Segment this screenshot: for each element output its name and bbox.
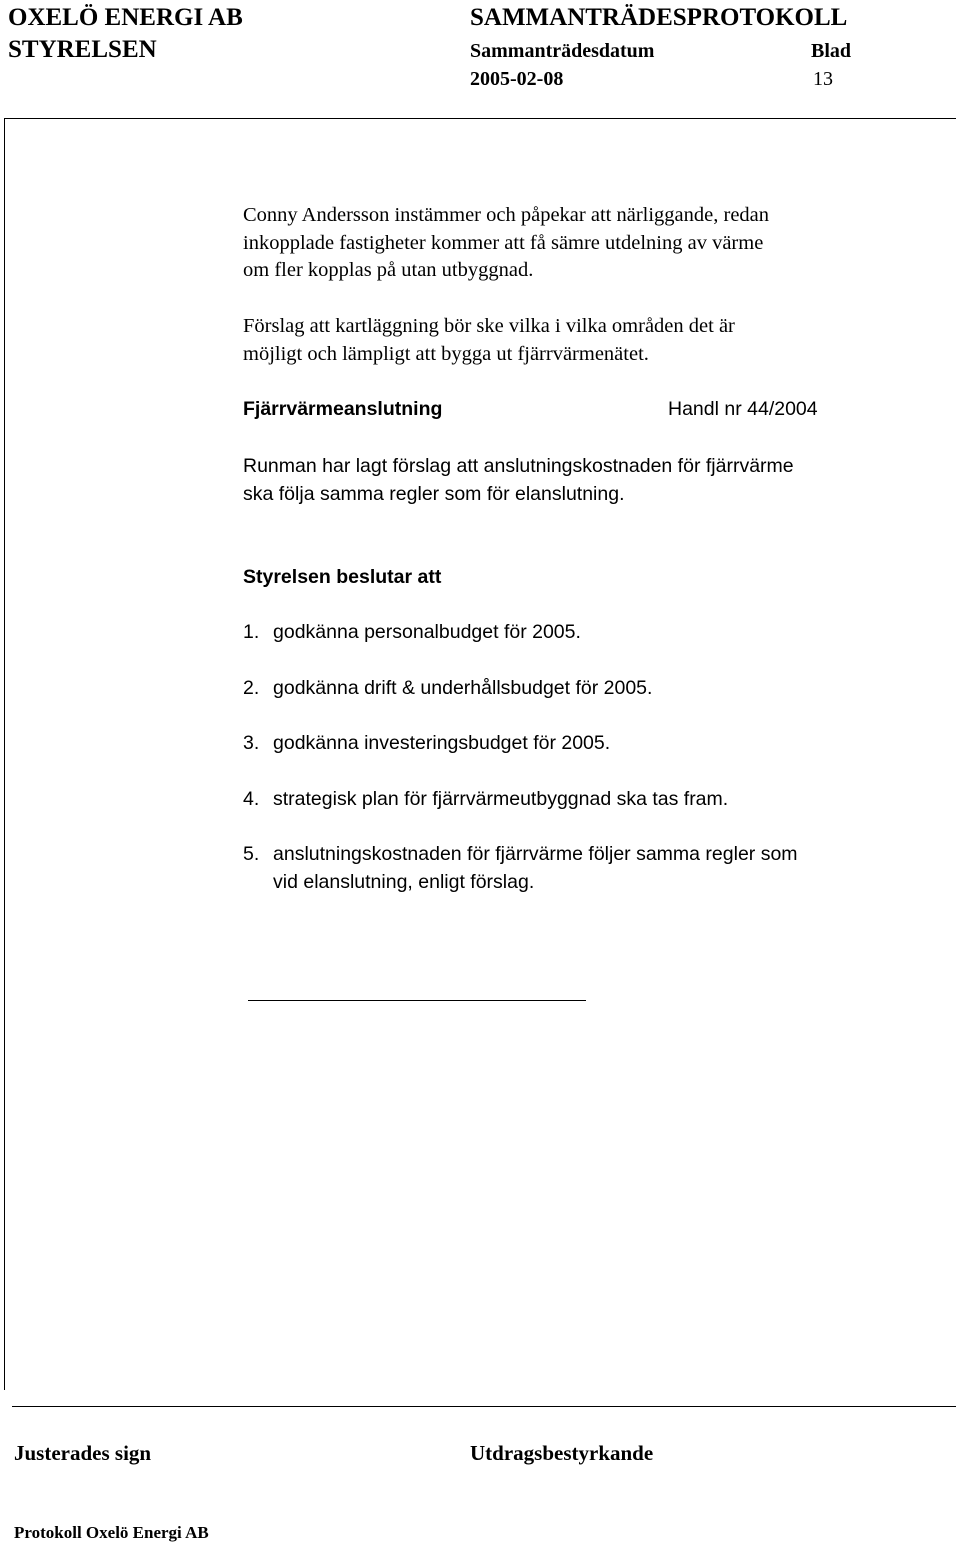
- decision-number: 3.: [243, 732, 260, 754]
- decision-text: godkänna drift & underhållsbudget för 2005.: [273, 677, 653, 699]
- closing-rule: [248, 1000, 586, 1001]
- paragraph-2-line: möjligt och lämpligt att bygga ut fjärrvärmenätet.: [243, 342, 649, 365]
- paragraph-2: [243, 313, 735, 368]
- board-name: STYRELSEN: [8, 36, 157, 63]
- decision-text: vid elanslutning, enligt förslag.: [273, 871, 535, 893]
- decision-number: 1.: [243, 621, 260, 643]
- paragraph-1: [243, 202, 769, 285]
- decision-item: [243, 675, 883, 703]
- footer-protocol-name: Protokoll Oxelö Energi AB: [14, 1523, 209, 1542]
- decision-item: [243, 730, 883, 758]
- page-number: 13: [813, 68, 833, 90]
- header-rule: [4, 118, 956, 119]
- section-title: Fjärrvärmeanslutning: [243, 398, 443, 420]
- paragraph-1-line: Conny Andersson instämmer och påpekar att närliggande, redan: [243, 204, 770, 226]
- meeting-date-label: Sammanträdesdatum: [470, 40, 655, 62]
- decision-item: [243, 786, 883, 814]
- decision-number: 4.: [243, 788, 260, 810]
- company-name: OXELÖ ENERGI AB: [8, 4, 243, 31]
- decision-item: [243, 619, 883, 647]
- paragraph-2-line: Förslag att kartläggning bör ske vilka i vilka områden det är: [243, 315, 735, 337]
- paragraph-3: [243, 453, 794, 508]
- adjusted-signature-label: Justerades sign: [14, 1441, 152, 1465]
- paragraph-3-line: Runman har lagt förslag att anslutningskostnaden för fjärrvärme: [243, 455, 794, 477]
- paragraph-3-line: ska följa samma regler som för elanslutning.: [243, 482, 625, 505]
- meeting-date: 2005-02-08: [470, 68, 564, 90]
- paragraph-1-line: inkopplade fastigheter kommer att få sämre utdelning av värme: [243, 231, 764, 254]
- page-label: Blad: [811, 40, 852, 62]
- section-reference: Handl nr 44/2004: [668, 398, 818, 420]
- footer-rule: [12, 1406, 956, 1407]
- decision-heading: Styrelsen beslutar att: [243, 566, 442, 588]
- document-type: SAMMANTRÄDESPROTOKOLL: [470, 4, 848, 31]
- extract-certification-label: Utdragsbestyrkande: [470, 1441, 654, 1465]
- decision-item: [243, 841, 883, 897]
- decision-text: godkänna investeringsbudget för 2005.: [273, 732, 611, 754]
- decision-text: godkänna personalbudget för 2005.: [273, 621, 581, 643]
- paragraph-1-line: om fler kopplas på utan utbyggnad.: [243, 259, 534, 281]
- decision-text: anslutningskostnaden för fjärrvärme följer samma regler som: [273, 843, 798, 865]
- decision-number: 2.: [243, 677, 260, 699]
- decision-number: 5.: [243, 843, 260, 865]
- left-margin-rule: [4, 118, 5, 1390]
- decision-text: strategisk plan för fjärrvärmeutbyggnad ska tas fram.: [273, 788, 729, 810]
